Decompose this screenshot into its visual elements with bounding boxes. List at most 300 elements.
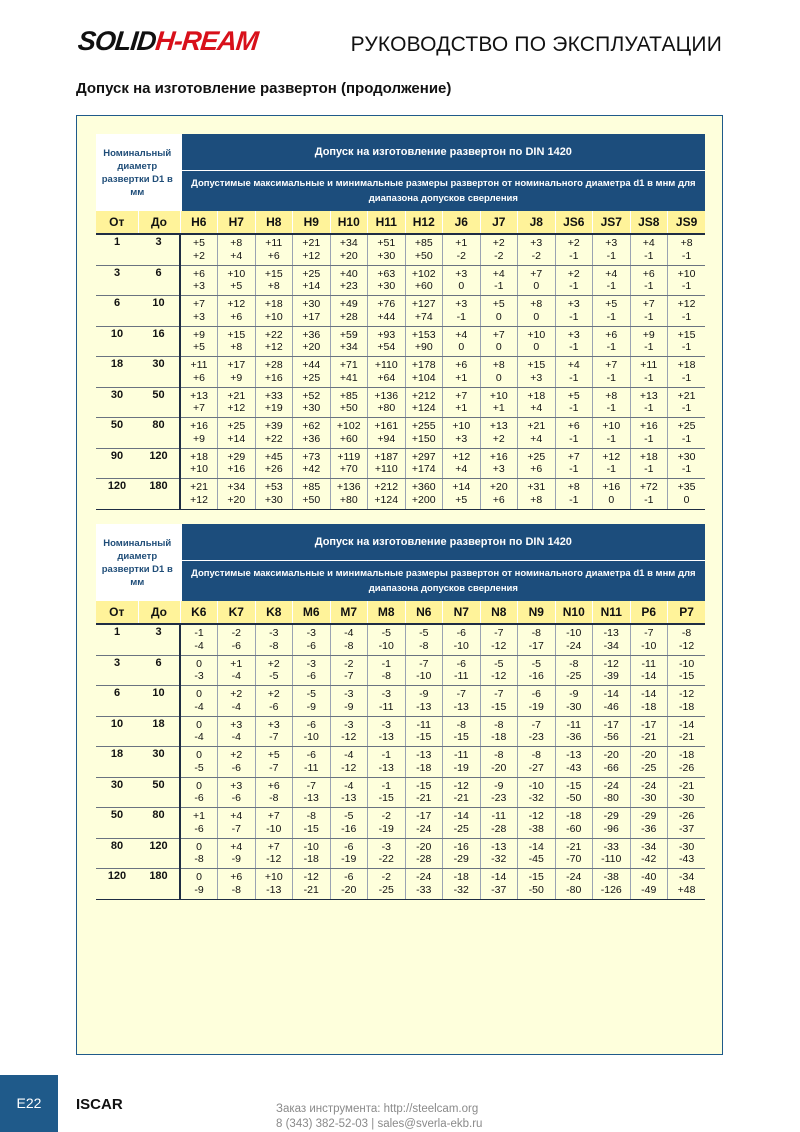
upper-deviation: +8: [680, 237, 693, 250]
table-row: [96, 686, 705, 717]
lower-deviation: +3: [193, 280, 205, 293]
lower-deviation: +9: [193, 432, 205, 445]
lower-deviation: -42: [641, 853, 657, 866]
tolerance-cell: [443, 357, 481, 388]
tolerance-cell: [443, 387, 481, 418]
tolerance-cell: [255, 387, 293, 418]
tolerance-cell: [630, 686, 668, 717]
upper-deviation: +212: [374, 481, 399, 494]
upper-deviation: -7: [306, 779, 316, 792]
lower-deviation: -8: [269, 792, 279, 805]
upper-deviation: +34: [339, 237, 358, 250]
tolerance-cell: [555, 686, 593, 717]
tolerance-cell: [593, 479, 631, 510]
upper-deviation: +10: [527, 328, 546, 341]
tolerance-cell: [443, 448, 481, 479]
lower-deviation: +50: [339, 402, 358, 415]
upper-deviation: +187: [374, 450, 399, 463]
tolerance-cell: [518, 387, 556, 418]
lower-deviation: -25: [378, 883, 394, 896]
upper-deviation: -6: [456, 657, 466, 670]
upper-deviation: -12: [678, 688, 695, 701]
tolerance-cell: [555, 624, 593, 655]
tolerance-cell: [218, 838, 256, 869]
upper-deviation: +1: [193, 810, 205, 823]
lower-deviation: -37: [678, 822, 695, 835]
upper-deviation: +1: [455, 237, 468, 250]
column-header-h12: H12: [405, 211, 443, 234]
lower-deviation: +1: [455, 371, 468, 384]
upper-deviation: -5: [306, 688, 316, 701]
tolerance-cell: [330, 747, 368, 778]
upper-deviation: -2: [344, 657, 354, 670]
tolerance-cell: [480, 296, 518, 327]
upper-deviation: +39: [264, 420, 283, 433]
lower-deviation: -11: [454, 670, 469, 683]
tolerance-cell: [480, 234, 518, 265]
tolerance-cell: [255, 777, 293, 808]
lower-deviation: -4: [194, 731, 204, 744]
tolerance-cell: [593, 234, 631, 265]
upper-deviation: +297: [411, 450, 436, 463]
lower-deviation: -1: [569, 341, 579, 354]
tolerance-cell: [630, 808, 668, 839]
upper-deviation: +15: [527, 359, 546, 372]
upper-deviation: -15: [416, 779, 432, 792]
lower-deviation: -30: [641, 792, 657, 805]
upper-deviation: -24: [416, 871, 432, 884]
tolerance-cell: [480, 357, 518, 388]
lower-deviation: +25: [302, 371, 321, 384]
upper-deviation: -20: [641, 749, 657, 762]
lower-deviation: -1: [606, 371, 616, 384]
tolerance-subheader: Допустимые максимальные и минимальные размеры развертон от номинального диаметра d1 в мнм для диапазона допусков сверления: [180, 561, 705, 602]
upper-deviation: +3: [230, 779, 243, 792]
upper-deviation: -11: [566, 718, 581, 731]
lower-deviation: -1: [494, 280, 504, 293]
upper-deviation: +30: [677, 450, 696, 463]
upper-deviation: +53: [264, 481, 283, 494]
upper-deviation: -4: [344, 779, 354, 792]
range-from: 80: [96, 838, 138, 869]
upper-deviation: +7: [642, 298, 655, 311]
upper-deviation: -5: [494, 657, 504, 670]
lower-deviation: -4: [194, 639, 204, 652]
column-header-h11: H11: [368, 211, 406, 234]
tolerance-cell: [555, 869, 593, 900]
lower-deviation: +34: [339, 341, 358, 354]
lower-deviation: -22: [378, 853, 394, 866]
lower-deviation: -60: [566, 822, 582, 835]
upper-deviation: -3: [269, 627, 279, 640]
range-to: 50: [138, 777, 180, 808]
tolerance-cell: [443, 808, 481, 839]
lower-deviation: +50: [414, 249, 433, 262]
tolerance-cell: [593, 808, 631, 839]
tolerance-cell: [255, 265, 293, 296]
tolerance-cell: [293, 838, 331, 869]
lower-deviation: -17: [528, 639, 544, 652]
tolerance-cell: [255, 448, 293, 479]
tolerance-cell: [555, 357, 593, 388]
upper-deviation: +4: [605, 267, 618, 280]
tolerance-cell: [630, 747, 668, 778]
lower-deviation: 0: [458, 280, 465, 293]
tolerance-cell: [668, 387, 706, 418]
upper-deviation: +14: [452, 481, 471, 494]
lower-deviation: -1: [569, 280, 579, 293]
lower-deviation: +94: [377, 432, 396, 445]
lower-deviation: -12: [491, 639, 507, 652]
tolerance-cell: [180, 808, 218, 839]
upper-deviation: +2: [492, 237, 505, 250]
upper-deviation: +25: [527, 450, 546, 463]
tolerance-cell: [443, 234, 481, 265]
tolerance-cell: [480, 655, 518, 686]
lower-deviation: -14: [641, 670, 657, 683]
tolerance-cell: [443, 326, 481, 357]
tolerance-cell: [668, 448, 706, 479]
lower-deviation: -26: [678, 761, 695, 774]
lower-deviation: -1: [644, 493, 654, 506]
upper-deviation: -8: [681, 627, 692, 640]
lower-deviation: -25: [453, 822, 469, 835]
lower-deviation: +48: [677, 883, 696, 896]
lower-deviation: +10: [264, 310, 283, 323]
tolerance-cell: [218, 655, 256, 686]
tolerance-cell: [368, 296, 406, 327]
lower-deviation: -1: [569, 249, 579, 262]
upper-deviation: +7: [267, 840, 280, 853]
table-row: [96, 869, 705, 900]
order-line: Заказ инструмента: http://steelcam.org: [276, 1103, 479, 1115]
upper-deviation: +85: [339, 389, 358, 402]
lower-deviation: +4: [230, 249, 243, 262]
lower-deviation: +3: [193, 310, 205, 323]
lower-deviation: +174: [411, 463, 436, 476]
lower-deviation: -30: [678, 792, 695, 805]
upper-deviation: -30: [678, 840, 695, 853]
upper-deviation: +16: [489, 450, 508, 463]
upper-deviation: +17: [227, 359, 246, 372]
lower-deviation: -8: [344, 639, 354, 652]
range-from: 6: [96, 296, 138, 327]
upper-deviation: 0: [196, 657, 202, 670]
upper-deviation: +28: [264, 359, 283, 372]
upper-deviation: +16: [639, 420, 658, 433]
table-row: [96, 234, 705, 265]
upper-deviation: -24: [641, 779, 657, 792]
tolerance-cell: [630, 479, 668, 510]
tolerance-cell: [480, 624, 518, 655]
lower-deviation: -1: [569, 310, 579, 323]
tolerance-cell: [180, 326, 218, 357]
tolerance-cell: [630, 777, 668, 808]
upper-deviation: +110: [374, 359, 398, 372]
column-header-js8: JS8: [630, 211, 668, 234]
column-from: От: [96, 601, 138, 624]
lower-deviation: +5: [193, 341, 205, 354]
lower-deviation: -21: [678, 731, 695, 744]
tolerance-cell: [480, 265, 518, 296]
lower-deviation: -15: [491, 700, 507, 713]
upper-deviation: -29: [603, 810, 619, 823]
lower-deviation: -15: [453, 731, 469, 744]
tolerance-cell: [555, 808, 593, 839]
upper-deviation: +7: [193, 298, 205, 311]
tolerance-cell: [443, 869, 481, 900]
tolerance-cell: [368, 655, 406, 686]
lower-deviation: -1: [681, 402, 692, 415]
tolerance-cell: [405, 747, 443, 778]
tolerance-cell: [330, 655, 368, 686]
upper-deviation: -14: [603, 688, 619, 701]
lower-deviation: -1: [456, 310, 466, 323]
upper-deviation: -12: [453, 779, 469, 792]
tolerance-cell: [218, 234, 256, 265]
upper-deviation: +22: [264, 328, 283, 341]
tolerance-cell: [368, 808, 406, 839]
lower-deviation: +20: [227, 493, 246, 506]
tolerance-cell: [330, 808, 368, 839]
tolerance-cell: [518, 808, 556, 839]
tolerance-cell: [405, 448, 443, 479]
range-from: 10: [96, 716, 138, 747]
column-header-h10: H10: [330, 211, 368, 234]
lower-deviation: +6: [530, 463, 543, 476]
tolerance-cell: [443, 686, 481, 717]
tolerance-cell: [405, 234, 443, 265]
tolerance-cell: [330, 234, 368, 265]
tolerance-cell: [255, 234, 293, 265]
lower-deviation: -12: [266, 853, 282, 866]
upper-deviation: +102: [411, 267, 436, 280]
tolerance-cell: [593, 716, 631, 747]
tolerance-cell: [180, 747, 218, 778]
range-from: 3: [96, 265, 138, 296]
tolerance-cell: [255, 655, 293, 686]
lower-deviation: -39: [603, 670, 619, 683]
tolerance-cell: [480, 479, 518, 510]
lower-deviation: -43: [678, 853, 695, 866]
tolerance-cell: [218, 869, 256, 900]
upper-deviation: -40: [641, 871, 657, 884]
tolerance-cell: [593, 296, 631, 327]
range-to: 16: [138, 326, 180, 357]
lower-deviation: -19: [341, 853, 357, 866]
table-row: [96, 655, 705, 686]
upper-deviation: +4: [230, 810, 243, 823]
lower-deviation: 0: [495, 371, 502, 384]
range-from: 1: [96, 234, 138, 265]
lower-deviation: +3: [492, 463, 505, 476]
tolerance-cell: [518, 869, 556, 900]
tolerance-cell: [330, 686, 368, 717]
upper-deviation: +45: [264, 450, 283, 463]
lower-deviation: -13: [303, 792, 319, 805]
upper-deviation: +44: [302, 359, 321, 372]
upper-deviation: -1: [194, 627, 204, 640]
upper-deviation: +49: [339, 298, 358, 311]
tolerance-cell: [368, 418, 406, 449]
lower-deviation: -6: [194, 792, 204, 805]
tolerance-cell: [405, 418, 443, 449]
range-to: 80: [138, 808, 180, 839]
upper-deviation: -7: [456, 688, 466, 701]
tolerance-cell: [330, 387, 368, 418]
lower-deviation: -15: [303, 822, 319, 835]
lower-deviation: +19: [264, 402, 283, 415]
tolerance-cell: [443, 418, 481, 449]
tolerance-cell: [293, 686, 331, 717]
nominal-diameter-header: Номинальный диаметр развертки D1 в мм: [96, 134, 180, 211]
upper-deviation: -5: [344, 810, 354, 823]
lower-deviation: 0: [608, 493, 615, 506]
lower-deviation: +4: [530, 432, 543, 445]
lower-deviation: +60: [414, 280, 433, 293]
tolerance-cell: [405, 686, 443, 717]
upper-deviation: -11: [641, 657, 656, 670]
upper-deviation: 0: [196, 840, 202, 853]
upper-deviation: +6: [193, 267, 205, 280]
tolerance-cell: [180, 387, 218, 418]
lower-deviation: -18: [491, 731, 507, 744]
tolerance-cell: [443, 479, 481, 510]
lower-deviation: -4: [231, 731, 241, 744]
tolerance-cell: [630, 869, 668, 900]
upper-deviation: +2: [267, 657, 280, 670]
upper-deviation: +20: [489, 481, 508, 494]
lower-deviation: -1: [644, 463, 654, 476]
column-header-h9: H9: [293, 211, 331, 234]
upper-deviation: +35: [677, 481, 696, 494]
lower-deviation: -1: [644, 371, 654, 384]
tolerance-cell: [218, 747, 256, 778]
upper-deviation: +2: [567, 267, 580, 280]
table-row: [96, 418, 705, 449]
tolerance-cell: [218, 716, 256, 747]
lower-deviation: -12: [491, 670, 507, 683]
upper-deviation: -14: [491, 871, 507, 884]
upper-deviation: -34: [641, 840, 657, 853]
upper-deviation: +40: [339, 267, 358, 280]
tolerance-cell: [218, 777, 256, 808]
upper-deviation: -10: [528, 779, 544, 792]
lower-deviation: -23: [528, 731, 544, 744]
tolerance-cell: [668, 624, 706, 655]
tolerance-cell: [668, 869, 706, 900]
lower-deviation: -8: [269, 639, 279, 652]
upper-deviation: +15: [264, 267, 283, 280]
tolerance-cell: [368, 686, 406, 717]
lower-deviation: -27: [528, 761, 544, 774]
lower-deviation: -7: [231, 822, 241, 835]
upper-deviation: -16: [453, 840, 469, 853]
tolerance-cell: [630, 448, 668, 479]
upper-deviation: +18: [677, 359, 696, 372]
upper-deviation: +10: [602, 420, 621, 433]
upper-deviation: +11: [640, 359, 658, 372]
lower-deviation: -9: [231, 853, 241, 866]
upper-deviation: -14: [453, 810, 469, 823]
upper-deviation: +3: [267, 718, 280, 731]
tolerance-cell: [518, 326, 556, 357]
upper-deviation: -6: [344, 871, 354, 884]
tolerance-cell: [330, 265, 368, 296]
upper-deviation: +62: [302, 420, 321, 433]
lower-deviation: -18: [416, 761, 432, 774]
range-to: 180: [138, 479, 180, 510]
tolerance-cell: [293, 716, 331, 747]
tolerance-cell: [218, 448, 256, 479]
tolerance-cell: [480, 716, 518, 747]
tolerance-cell: [255, 326, 293, 357]
upper-deviation: +21: [677, 389, 696, 402]
range-to: 50: [138, 387, 180, 418]
upper-deviation: +10: [489, 389, 508, 402]
upper-deviation: +3: [455, 298, 468, 311]
lower-deviation: -13: [378, 731, 394, 744]
upper-deviation: -7: [494, 627, 504, 640]
upper-deviation: +11: [265, 237, 283, 250]
tolerance-cell: [180, 624, 218, 655]
upper-deviation: -17: [641, 718, 657, 731]
lower-deviation: -19: [378, 822, 394, 835]
lower-deviation: -29: [453, 853, 469, 866]
upper-deviation: +85: [302, 481, 321, 494]
tolerance-cell: [593, 418, 631, 449]
upper-deviation: +25: [677, 420, 696, 433]
upper-deviation: +59: [339, 328, 358, 341]
column-header-k7: K7: [218, 601, 256, 624]
lower-deviation: -28: [416, 853, 432, 866]
lower-deviation: -10: [453, 639, 469, 652]
column-to: До: [138, 211, 180, 234]
lower-deviation: -1: [606, 249, 616, 262]
tolerance-cell: [180, 838, 218, 869]
tolerance-cell: [368, 869, 406, 900]
range-to: 80: [138, 418, 180, 449]
lower-deviation: -1: [644, 249, 654, 262]
lower-deviation: -6: [306, 670, 316, 683]
tolerance-cell: [668, 777, 706, 808]
tolerance-cell: [518, 234, 556, 265]
lower-deviation: -56: [603, 731, 619, 744]
table-row: [96, 479, 705, 510]
tolerance-cell: [293, 655, 331, 686]
upper-deviation: -10: [678, 657, 695, 670]
upper-deviation: +76: [377, 298, 396, 311]
lower-deviation: -1: [681, 371, 692, 384]
nominal-diameter-header: Номинальный диаметр развертки D1 в мм: [96, 524, 180, 601]
upper-deviation: -7: [644, 627, 654, 640]
upper-deviation: 0: [196, 871, 202, 884]
upper-deviation: +7: [567, 450, 580, 463]
upper-deviation: +36: [302, 328, 321, 341]
upper-deviation: +3: [455, 267, 468, 280]
tolerance-cell: [593, 869, 631, 900]
tolerance-cell: [218, 686, 256, 717]
upper-deviation: -14: [678, 718, 695, 731]
lower-deviation: -50: [566, 792, 582, 805]
lower-deviation: -10: [378, 639, 394, 652]
range-to: 18: [138, 716, 180, 747]
tolerance-cell: [480, 838, 518, 869]
table-row: [96, 808, 705, 839]
lower-deviation: -11: [304, 761, 319, 774]
page-header-title: РУКОВОДСТВО ПО ЭКСПЛУАТАЦИИ: [350, 33, 722, 56]
upper-deviation: -8: [531, 749, 541, 762]
